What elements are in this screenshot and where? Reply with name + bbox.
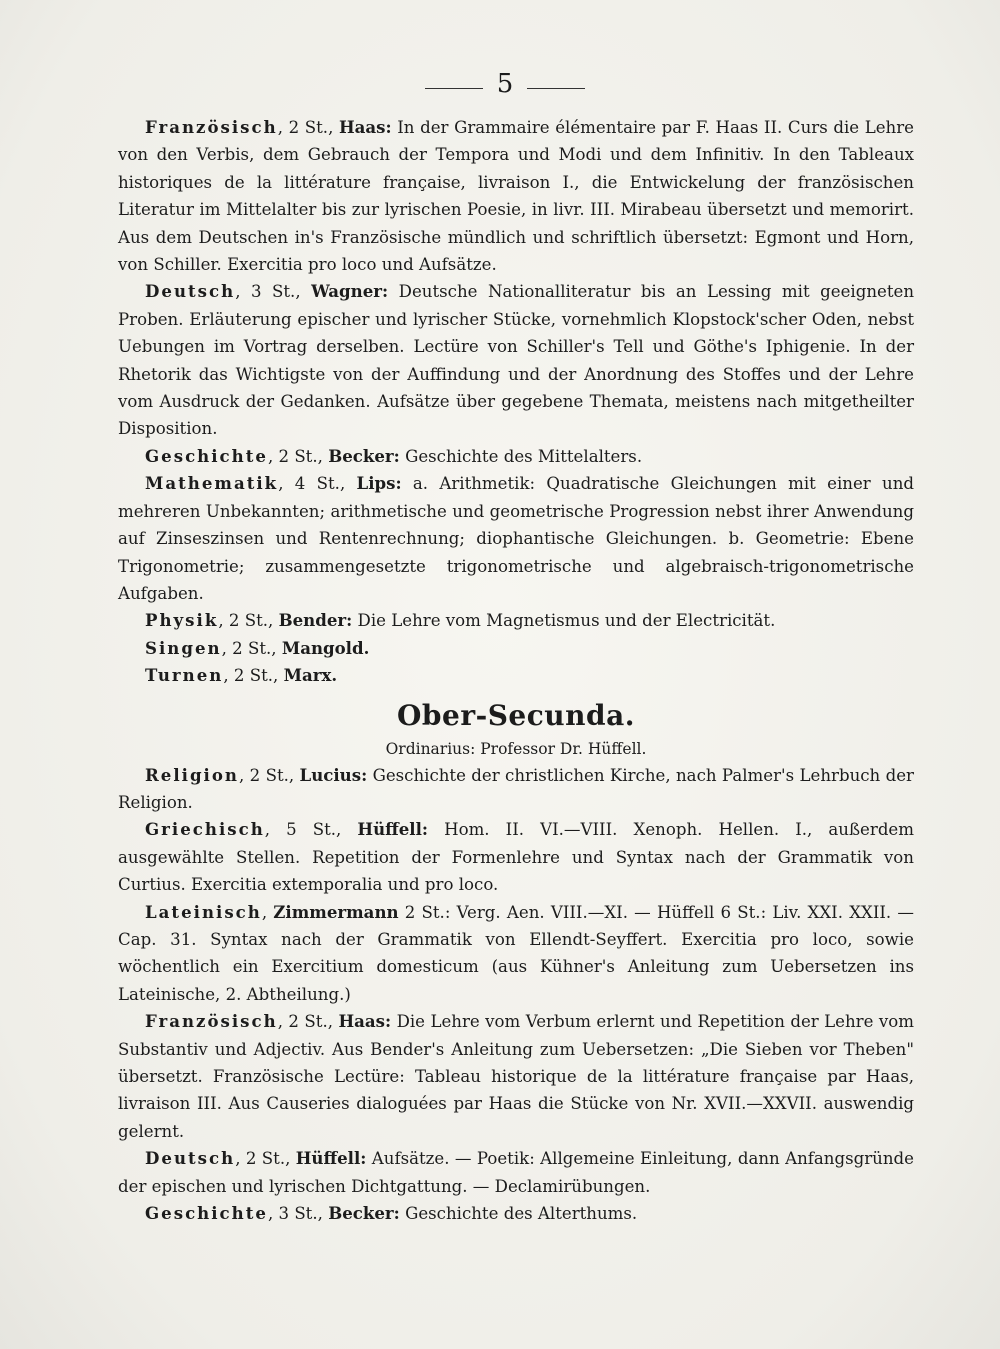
teacher-name: Hüffell: (357, 819, 429, 840)
subject-paragraph (118, 816, 914, 898)
subject-description: Hom. II. VI.—VIII. Xenoph. Hellen. I., außerdem ausgewählte Stellen. Repetition der Formenlehre und Syntax nach der Grammatik von Curtius. Exercitia extemporalia und pro loco. (118, 820, 914, 895)
page-number: 5 (496, 69, 514, 99)
subject-hours: , 2 St., (277, 118, 339, 137)
subject-description: In der Grammaire élémentaire par F. Haas II. Curs die Lehre von den Verbis, dem Gebrauch der Tempora und Modi und dem Infinitiv. In den Tableaux historiques de la littérature française, livraison I., die Entwickelung der französischen Literatur im Mittelalter bis zur lyrischen Poesie, in livr. III. Mirabeau übersetzt und memorirt. Aus dem Deutschen in's Französische mündlich und schriftlich übersetzt: Egmont und Horn, von Schiller. Exercitia pro loco und Aufsätze. (118, 118, 914, 275)
subject-description: Die Lehre vom Verbum erlernt und Repetition der Lehre vom Substantiv und Adjectiv. Aus Bender's Anleitung zum Uebersetzen: „Die Sieben vor Theben" übersetzt. Französische Lectüre: Tableau historique de la littérature française par Haas, livraison III. Aus Causeries dialoguées par Haas die Stücke von Nr. XVII.—XXVII. auswendig gelernt. (118, 1012, 914, 1141)
subject-description: Geschichte der christlichen Kirche, nach Palmer's Lehrbuch der Religion. (118, 765, 914, 812)
teacher-name: Hüffell: (295, 1148, 367, 1169)
teacher-name: Mangold. (281, 637, 370, 658)
header-rule-right (527, 88, 585, 89)
subject-description: Die Lehre vom Magnetismus und der Electricität. (352, 611, 776, 631)
ordinarius-line: Ordinarius: Professor Dr. Hüffell. (385, 739, 647, 758)
subject-hours: , 3 St., (235, 282, 312, 302)
subject-paragraph (118, 470, 914, 607)
subject-description: Geschichte des Mittelalters. (399, 446, 643, 466)
subject-hours: , 2 St., (277, 1012, 339, 1032)
subject-paragraph (118, 1145, 914, 1200)
subject-description: Deutsche Nationalliteratur bis an Lessing mit geeigneten Proben. Erläuterung epischer und lyrischer Stücke, vornehmlich Klopstock'scher Oden, nebst Uebungen im Vortrag derselben. Lectüre von Schiller's Tell und Göthe's Iphigenie. In der Rhetorik das Wichtigste von der Auffindung und der Anordnung des Stoffes und der Lehre vom Ausdruck der Gedanken. Aufsätze über gegebene Themata, meistens nach mitgetheilter Disposition. (118, 282, 915, 439)
subject-description: Geschichte des Alterthums. (399, 1204, 638, 1224)
teacher-name: Becker: (328, 445, 400, 466)
subject-paragraph (118, 278, 914, 442)
secunda-section (118, 762, 914, 1228)
teacher-name: Zimmermann (273, 901, 399, 922)
subject-paragraph (118, 1008, 914, 1145)
subject-paragraph (118, 662, 914, 689)
subject-hours: , 3 St., (267, 1204, 329, 1224)
section-heading: Ober-Secunda. (397, 698, 635, 732)
subject-name: Physik (145, 610, 219, 631)
subject-hours: , 2 St., (239, 765, 300, 785)
header-rule-left (425, 88, 483, 89)
subject-name: Mathematik (145, 473, 279, 494)
page-body (118, 114, 914, 1227)
subject-name: Singen (145, 637, 222, 658)
subject-name: Deutsch (145, 1148, 236, 1169)
subject-paragraph (118, 899, 914, 1009)
subject-name: Geschichte (145, 1203, 268, 1224)
subject-name: Französisch (145, 117, 278, 137)
subject-hours: , 2 St., (267, 446, 329, 466)
subject-paragraph (118, 1200, 914, 1227)
subject-hours: , 2 St., (235, 1149, 296, 1169)
teacher-name: Lucius: (299, 764, 368, 785)
subject-hours: , 5 St., (264, 820, 358, 840)
subject-paragraph (118, 443, 914, 470)
teacher-name: Lips: (356, 473, 402, 494)
subject-name: Deutsch (145, 281, 236, 302)
subject-hours: , 2 St., (221, 638, 282, 658)
subject-description: a. Arithmetik: Quadratische Gleichungen mit einer und mehreren Unbekannten; arithmetische und geometrische Progression nebst ihrer Anwendung auf Zinseszinsen und Rentenrechnung; diophantische Gleichungen. b. Geometrie: Ebene Trigonometrie; zusammengesetzte trigonometrische und algebraisch-trigonometrische Aufgaben. (118, 474, 915, 603)
subject-name: Religion (145, 764, 239, 785)
subject-description: 2 St.: Verg. Aen. VIII.—XI. — Hüffell 6 St.: Liv. XXI. XXII. — Cap. 31. Syntax nach der Grammatik von Ellendt-Seyffert. Exercitia pro loco, sowie wöchentlich ein Exercitium domesticum (aus Kühner's Anleitung zum Uebersetzen ins Lateinische, 2. Abtheilung.) (118, 902, 914, 1004)
subject-paragraph (118, 607, 914, 634)
subject-name: Turnen (145, 665, 224, 686)
subject-hours: , 2 St., (223, 666, 284, 686)
teacher-name: Wagner: (311, 281, 389, 302)
teacher-name: Haas: (338, 117, 392, 137)
subject-name: Geschichte (145, 445, 268, 466)
teacher-name: Marx. (283, 665, 338, 686)
subject-hours: , 2 St., (218, 611, 279, 631)
page-header (0, 66, 1000, 106)
subject-name: Lateinisch (145, 901, 262, 922)
teacher-name: Bender: (278, 610, 353, 631)
teacher-name: Becker: (328, 1203, 400, 1224)
subject-paragraph (118, 114, 914, 278)
subject-description: Aufsätze. — Poetik: Allgemeine Einleitung, dann Anfangsgründe der epischen und lyrischen Dichtgattung. — Declamirübungen. (118, 1149, 914, 1196)
subject-name: Griechisch (145, 819, 265, 840)
subject-name: Französisch (145, 1011, 278, 1032)
subject-paragraph (118, 635, 914, 662)
subject-paragraph (118, 762, 914, 817)
prima-section (118, 114, 914, 690)
subject-hours: , 4 St., (278, 474, 357, 494)
teacher-name: Haas: (338, 1011, 392, 1032)
subject-hours: , (261, 902, 274, 922)
